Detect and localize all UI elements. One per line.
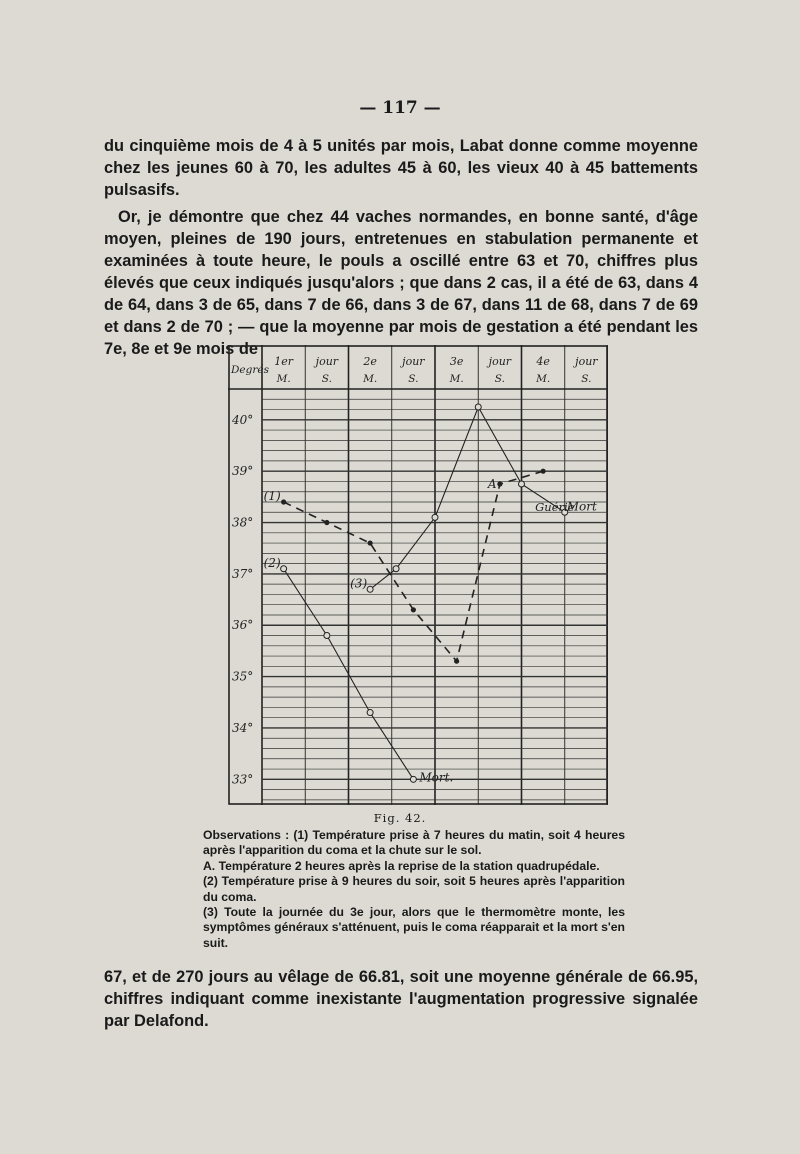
data-point (281, 499, 286, 504)
data-point (519, 481, 525, 487)
caption-observation-3: (3) Toute la journée du 3e jour, alors que le thermomètre monte, les symptômes généraux s'atténuent, puis le coma réapparait et la mort s'en suit. (203, 905, 625, 950)
series-label: (1) (263, 488, 281, 503)
series-line (284, 471, 543, 661)
header-sub-label: S. (408, 373, 419, 385)
figure-caption (203, 828, 625, 951)
data-point (281, 566, 287, 572)
header-day-label: jour (315, 355, 339, 368)
data-point (367, 586, 373, 592)
header-day-label: jour (575, 355, 598, 368)
y-tick-label: 33° (232, 772, 254, 787)
caption-observation-A: A. Température 2 heures après la reprise de la station quadrupédale. (203, 858, 600, 873)
temperature-chart-svg (228, 345, 608, 805)
paragraph-1: du cinquième mois de 4 à 5 unités par mois, Labat donne comme moyenne chez les jeunes 60 à 70, les adultes 45 à 60, les vieux 40 à 45 battements pulsasifs. (104, 137, 698, 199)
data-point (410, 776, 416, 782)
y-tick-label: 34° (232, 720, 254, 735)
paragraph-3: 67, et de 270 jours au vêlage de 66.81, soit une moyenne générale de 66.95, chiffres indiquant comme inexistante l'augmentation progressive signalée par Delafond. (104, 968, 698, 1030)
y-tick-label: 40° (232, 412, 254, 427)
header-sub-label: M. (276, 373, 291, 385)
header-day-label: jour (488, 355, 512, 368)
header-corner-label: Degrés (231, 364, 269, 376)
annotation-A: A (487, 477, 497, 492)
header-day-label: 4e (536, 355, 550, 368)
chart-frame (229, 346, 607, 804)
y-tick-label: 36° (232, 618, 254, 633)
data-point (393, 566, 399, 572)
header-sub-label: S. (581, 373, 592, 385)
figure-label: Fig. 42. (373, 811, 427, 825)
data-point (368, 540, 373, 545)
temperature-chart (228, 345, 608, 805)
caption-observation-1: Observations : (1) Température prise à 7 heures du matin, soit 4 heures après l'apparition du coma et la chute sur le sol. (203, 828, 625, 858)
y-tick-label: 35° (232, 669, 254, 684)
header-day-label: 3e (449, 355, 464, 368)
data-point (324, 633, 330, 639)
data-point (454, 659, 459, 664)
annotation-mort-1: Mort (566, 499, 597, 514)
data-point (497, 481, 502, 486)
header-sub-label: M. (363, 373, 378, 385)
header-sub-label: M. (536, 373, 551, 385)
header-sub-label: S. (321, 373, 332, 385)
header-day-label: jour (402, 355, 425, 368)
series-label: (3) (350, 576, 368, 591)
data-point (324, 520, 329, 525)
header-sub-label: S. (494, 373, 505, 385)
series-label: (2) (263, 555, 281, 570)
page-number: — 117 — (359, 98, 441, 118)
data-point (475, 404, 481, 410)
y-tick-label: 37° (232, 566, 254, 581)
header-day-label: 1er (274, 355, 294, 368)
paragraph-2: Or, je démontre que chez 44 vaches normandes, en bonne santé, d'âge moyen, pleines de 190 jours, entretenues en stabulation permanente et examinées à toute heure, le pouls a oscillé entre 63 et 70, chiffres plus élevés que ceux indiqués jusqu'alors ; que dans 2 cas, il a été de 63, dans 4 de 64, dans 3 de 65, dans 7 de 66, dans 3 de 67, dans 11 de 68, dans 7 de 69 et dans 2 de 70 ; — que la moyenne par mois de gestation a été pendant les 7e, 8e et 9e mois de (104, 208, 698, 358)
y-tick-label: 39° (232, 464, 254, 479)
caption-observation-2: (2) Température prise à 9 heures du soir, soit 5 heures après l'apparition du coma. (203, 874, 625, 904)
header-day-label: 2e (363, 355, 377, 368)
data-point (411, 607, 416, 612)
data-point (367, 710, 373, 716)
annotation-mort-2: Mort. (419, 770, 454, 785)
y-tick-label: 38° (232, 515, 254, 530)
series-line (370, 407, 565, 589)
data-point (432, 514, 438, 520)
annotation-gueri: Guérie (535, 500, 575, 515)
data-point (541, 469, 546, 474)
header-sub-label: M. (449, 373, 464, 385)
